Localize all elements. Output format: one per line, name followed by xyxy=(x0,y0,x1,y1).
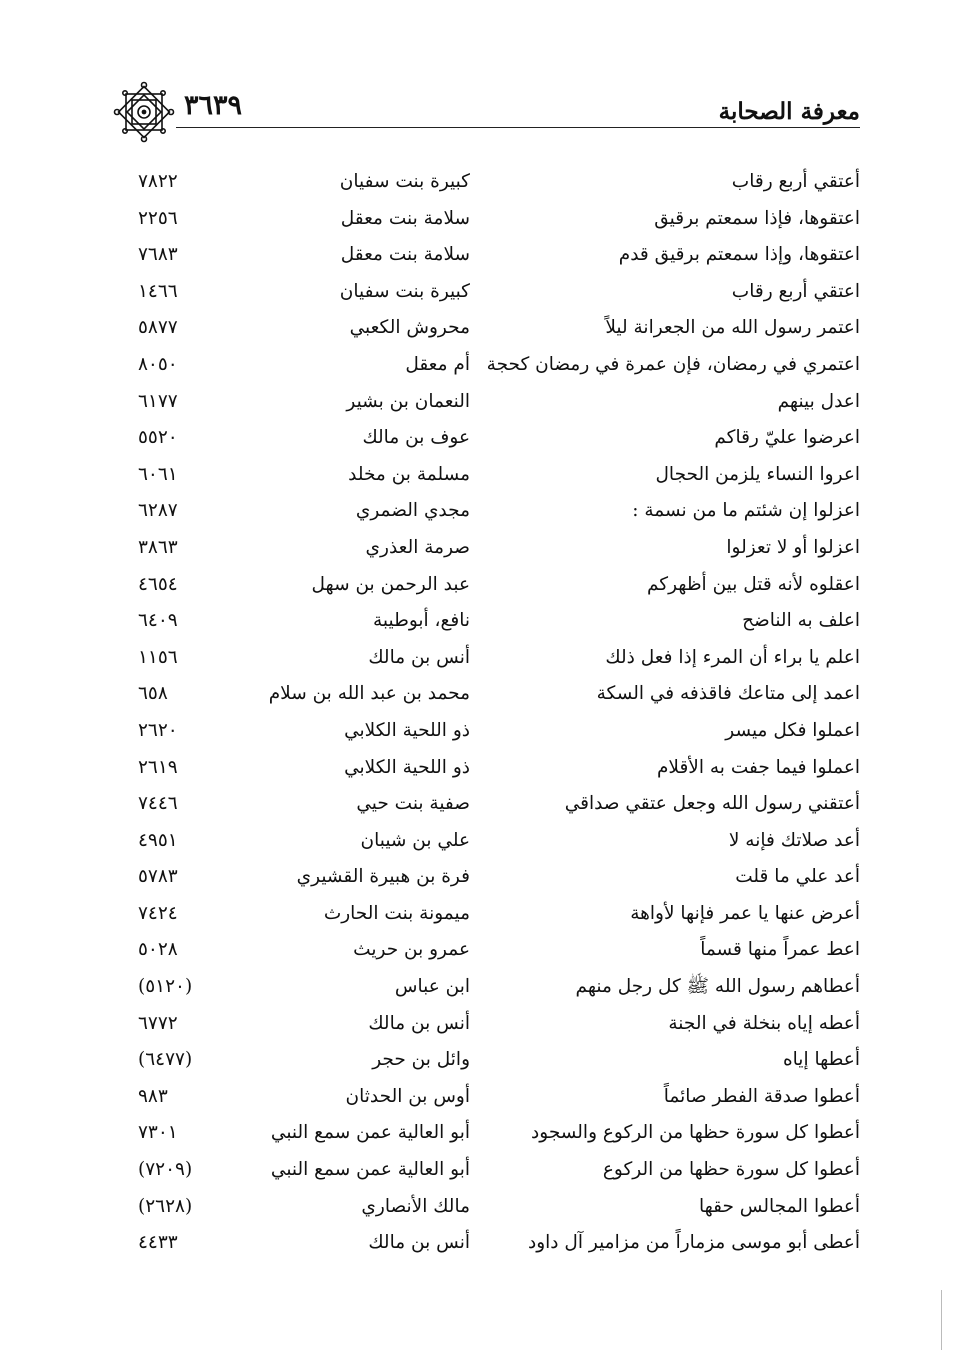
hadith-text: اعملوا فكل ميسر xyxy=(725,719,860,741)
hadith-number: ٢٦٢٠ xyxy=(138,719,178,741)
hadith-text: أعطاهم رسول الله ﷺ كل رجل منهم xyxy=(575,976,860,998)
hadith-number: (٥١٢٠) xyxy=(138,976,193,998)
narrator-name: صرمة العذري xyxy=(365,536,470,558)
index-entry xyxy=(130,457,860,494)
hadith-number: ٥٧٨٣ xyxy=(138,866,178,888)
index-entry xyxy=(130,603,860,640)
narrator-name: مالك الأنصاري xyxy=(361,1195,470,1217)
index-entry xyxy=(130,530,860,567)
hadith-text: اعتقوها، فإذا سمعتم برقيق xyxy=(654,207,860,229)
narrator-name: مجدي الضمري xyxy=(355,500,470,522)
hadith-number: ٦١٧٧ xyxy=(138,390,178,412)
narrator-name: نافع، أبوطيبة xyxy=(373,610,470,632)
narrator-name: ابن عباس xyxy=(394,976,470,998)
index-entry xyxy=(130,750,860,787)
hadith-number: ٥٠٢٨ xyxy=(138,939,178,961)
page-header xyxy=(112,88,860,130)
narrator-name: أوس بن الحدثان xyxy=(345,1085,470,1107)
hadith-text: أعطوا المجالس حقها xyxy=(698,1195,860,1217)
hadith-text: اعلف به الناضح xyxy=(742,610,860,632)
narrator-name: وائل بن حجر xyxy=(372,1049,470,1071)
narrator-name: محروش الكعبي xyxy=(349,317,470,339)
index-entry xyxy=(130,420,860,457)
hadith-text: اعدل بينهم xyxy=(777,390,860,412)
hadith-text: اعتمر رسول الله من الجعرانة ليلاً xyxy=(605,317,860,339)
narrator-name: ذو اللحية الكلابي xyxy=(344,756,470,778)
scan-margin-line xyxy=(941,1290,942,1350)
hadith-text: أعطها إياه xyxy=(782,1049,860,1071)
narrator-name: أنس بن مالك xyxy=(368,646,470,668)
index-entry xyxy=(130,1189,860,1226)
narrator-name: ميمونة بنت الحارث xyxy=(323,902,470,924)
hadith-number: ٥٨٧٧ xyxy=(138,317,178,339)
hadith-number: ٦٥٨ xyxy=(138,683,168,705)
hadith-text: اعتقوها، وإذا سمعتم برقيق قدم xyxy=(618,244,860,266)
hadith-text: اعط عمراً منها قسماً xyxy=(700,939,860,961)
narrator-name: سلامة بنت معقل xyxy=(340,207,470,229)
hadith-number: ٧٤٢٤ xyxy=(138,902,178,924)
index-entry xyxy=(130,1079,860,1116)
index-entry xyxy=(130,676,860,713)
narrator-name: صفية بنت حيي xyxy=(356,793,470,815)
hadith-text: اعتقي أربع رقاب xyxy=(731,280,860,302)
hadith-number: ٦٠٦١ xyxy=(138,463,178,485)
index-entry xyxy=(130,1225,860,1262)
hadith-number: ١١٥٦ xyxy=(138,646,178,668)
narrator-name: أبو العالية عمن سمع النبي xyxy=(270,1159,470,1181)
index-entry xyxy=(130,969,860,1006)
hadith-number: ٤٤٣٣ xyxy=(138,1232,178,1254)
narrator-name: ذو اللحية الكلابي xyxy=(344,719,470,741)
narrator-name: فرة بن هبيرة القشيري xyxy=(296,866,470,888)
narrator-name: عوف بن مالك xyxy=(362,427,470,449)
index-entry xyxy=(130,932,860,969)
index-entry xyxy=(130,1152,860,1189)
hadith-text: اعزلوا إن شئتم ما من نسمة : xyxy=(632,500,860,522)
narrator-name: أبو العالية عمن سمع النبي xyxy=(270,1122,470,1144)
page-number: ٣٦٣٩ xyxy=(184,90,243,121)
hadith-text: أعتقي أربع رقاب xyxy=(731,171,860,192)
hadith-text: أعطوا كل سورة حظها من الركوع والسجود xyxy=(531,1122,860,1144)
narrator-name: عبد الرحمن بن سهل xyxy=(311,573,470,595)
hadith-number: (٧٢٠٩) xyxy=(138,1159,193,1181)
header-divider xyxy=(176,127,860,128)
hadith-number: ٧٤٤٦ xyxy=(138,793,178,815)
narrator-name: أم معقل xyxy=(405,353,470,375)
narrator-name: عمرو بن حريث xyxy=(353,939,470,961)
narrator-name: كبيرة بنت سفيان xyxy=(339,280,470,302)
hadith-text: اعملوا فيما جفت به الأقلام xyxy=(656,756,860,778)
hadith-number: ٣٨٦٣ xyxy=(138,536,178,558)
hadith-number: ١٤٦٦ xyxy=(138,280,178,302)
hadith-number: ٥٥٢٠ xyxy=(138,427,178,449)
hadith-text: اعرضوا عليّ رقاكم xyxy=(714,427,860,449)
hadith-number: (٦٤٧٧) xyxy=(138,1049,193,1071)
hadith-text: أعتقني رسول الله وجعل عتقي صداقي xyxy=(564,793,860,815)
hadith-text: اعمد إلى متاعك فاقذفه في السكة xyxy=(596,683,860,705)
index-entry xyxy=(130,1115,860,1152)
narrator-name: أنس بن مالك xyxy=(368,1012,470,1034)
hadith-text: اعلم يا براء أن المرء إذا فعل ذلك xyxy=(605,646,860,668)
index-entry xyxy=(130,823,860,860)
index-entry xyxy=(130,567,860,604)
index-entry xyxy=(130,237,860,274)
narrator-name: مسلمة بن مخلد xyxy=(348,463,470,485)
narrator-name: محمد بن عبد الله بن سلام xyxy=(268,683,470,705)
index-entry xyxy=(130,347,860,384)
book-title: معرفة الصحابة xyxy=(718,98,860,125)
index-entry xyxy=(130,310,860,347)
index-entry xyxy=(130,786,860,823)
index-entry xyxy=(130,1042,860,1079)
hadith-number: ٨٠٥٠ xyxy=(138,353,178,375)
hadith-text: أعرض عنها يا عمر فإنها لأواهة xyxy=(630,902,860,924)
index-entry xyxy=(130,201,860,238)
hadith-text: أعطوا صدقة الفطر صائماً xyxy=(663,1085,860,1107)
hadith-number: ٢٦١٩ xyxy=(138,756,178,778)
hadith-text: أعطى أبو موسى مزماراً من مزامير آل داود xyxy=(528,1232,860,1254)
hadith-text: أعطه إياه بنخلة في الجنة xyxy=(668,1012,860,1034)
hadith-number: ٩٨٣ xyxy=(138,1085,168,1107)
hadith-text: اعتمري في رمضان، فإن عمرة في رمضان كحجة xyxy=(486,353,860,375)
hadith-text: أعد صلاتك فإنه لا xyxy=(728,829,860,851)
hadith-number: ٦٢٨٧ xyxy=(138,500,178,522)
hadith-index-list xyxy=(130,164,860,1262)
index-entry xyxy=(130,896,860,933)
hadith-text: اعروا النساء يلزمن الحجال xyxy=(655,463,860,485)
hadith-number: ٦٧٧٢ xyxy=(138,1012,178,1034)
hadith-number: ٧٦٨٣ xyxy=(138,244,178,266)
index-entry xyxy=(130,274,860,311)
islamic-star-ornament-icon xyxy=(112,80,176,144)
narrator-name: أنس بن مالك xyxy=(368,1232,470,1254)
hadith-number: ٢٢٥٦ xyxy=(138,207,178,229)
narrator-name: سلامة بنت معقل xyxy=(340,244,470,266)
hadith-text: أعطوا كل سورة حظها من الركوع xyxy=(602,1159,860,1181)
hadith-number: ٤٦٥٤ xyxy=(138,573,178,595)
index-entry xyxy=(130,164,860,201)
index-entry xyxy=(130,493,860,530)
index-entry xyxy=(130,640,860,677)
hadith-number: ٤٩٥١ xyxy=(138,829,178,851)
hadith-text: أعد علي ما قلت xyxy=(735,866,860,888)
index-entry xyxy=(130,1006,860,1043)
hadith-text: اعزلوا أو لا تعزلوا xyxy=(726,536,860,558)
index-entry xyxy=(130,384,860,421)
hadith-number: ٦٤٠٩ xyxy=(138,610,178,632)
narrator-name: علي بن شيبان xyxy=(360,829,470,851)
narrator-name: كبيرة بنت سفيان xyxy=(339,171,470,192)
index-entry xyxy=(130,859,860,896)
hadith-number: ٧٣٠١ xyxy=(138,1122,178,1144)
hadith-number: (٢٦٢٨) xyxy=(138,1195,193,1217)
index-entry xyxy=(130,713,860,750)
hadith-number: ٧٨٢٢ xyxy=(138,171,178,192)
hadith-text: اعقلوه لأنه قتل بين أظهركم xyxy=(646,573,860,595)
narrator-name: النعمان بن بشير xyxy=(346,390,470,412)
